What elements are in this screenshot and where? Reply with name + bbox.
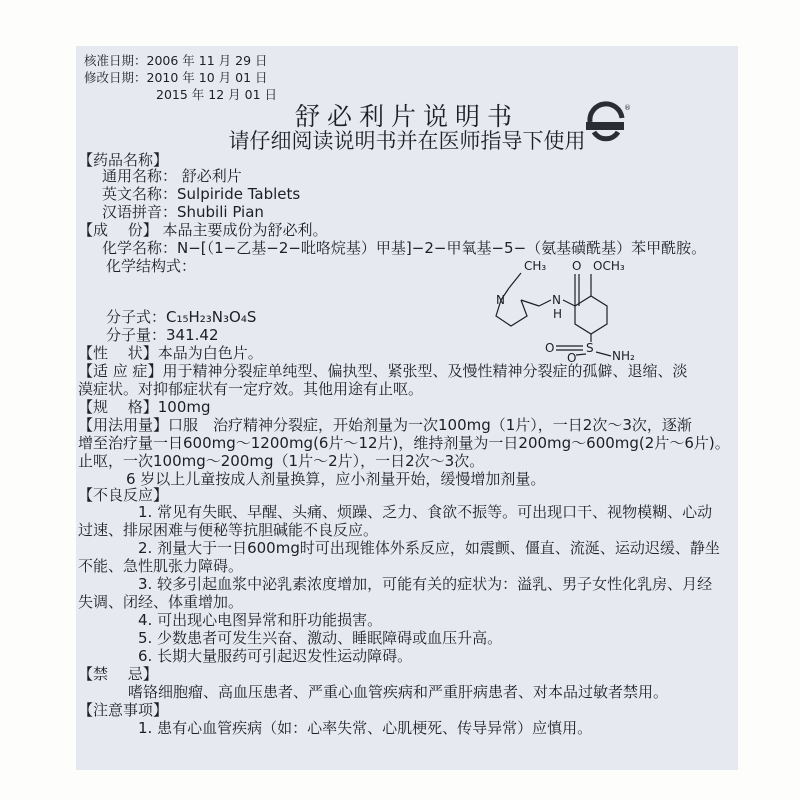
section-drug-name: 【药品名称】 bbox=[78, 151, 169, 169]
section-contraindications: 【禁 忌】 bbox=[78, 665, 158, 683]
generic-name: 通用名称： 舒必利片 bbox=[102, 167, 242, 185]
dosage-children: 6 岁以上儿童按成人剂量换算，应小剂量开始，缓慢增加剂量。 bbox=[126, 470, 546, 488]
contraindications-text: 嗜铬细胞瘤、高血压患者、严重心血管疾病和严重肝病患者、对本品过敏者禁用。 bbox=[128, 683, 669, 701]
brand-logo-icon bbox=[584, 102, 631, 146]
section-description: 【性 状】本品为白色片。 bbox=[78, 344, 263, 362]
chemical-structure bbox=[471, 256, 661, 366]
section-specification: 【规 格】100mg bbox=[78, 398, 211, 416]
nh-label: N bbox=[552, 293, 561, 307]
section-indications: 【适 应 症】用于精神分裂症单纯型、偏执型、紧张型、及慢性精神分裂症的孤僻、退缩、淡 bbox=[78, 362, 688, 380]
document-title: 舒必利片说明书 bbox=[294, 102, 519, 131]
adverse-1: 1. 常见有失眠、早醒、头痛、烦躁、乏力、食欲不振等。可出现口干、视物模糊、心动 bbox=[138, 503, 713, 521]
nh2-label: NH₂ bbox=[612, 349, 635, 363]
adverse-3-cont: 失调、闭经、体重增加。 bbox=[78, 593, 244, 611]
precaution-1: 1. 患有心血管疾病（如：心率失常、心肌梗死、传导异常）应慎用。 bbox=[138, 719, 593, 737]
revision-date-2: 2015 年 12 月 01 日 bbox=[156, 87, 277, 102]
molecular-formula: 分子式：C₁₅H₂₃N₃O₄S bbox=[106, 308, 257, 326]
adverse-2: 2. 剂量大于一日600mg时可出现锥体外系反应，如震颤、僵直、流涎、运动迟缓、静坐 bbox=[138, 539, 720, 557]
adverse-1-cont: 过速、排尿困难与便秘等抗胆碱能不良反应。 bbox=[78, 521, 379, 539]
s-label: S bbox=[586, 341, 594, 355]
chemical-name: 化学名称：N−[（1−乙基−2−吡咯烷基）甲基]−2−甲氧基−5−（氨基磺酰基）苯甲酰胺。 bbox=[102, 239, 707, 257]
adverse-3: 3. 较多引起血浆中泌乳素浓度增加，可能有关的症状为：溢乳、男子女性化乳房、月经 bbox=[138, 575, 713, 593]
drug-leaflet bbox=[76, 46, 738, 770]
dosage-cont: 增至治疗量一日600mg～1200mg(6片～12片)，维持剂量为一日200mg～600mg(2片～6片)。 bbox=[78, 434, 730, 452]
o3-label: O bbox=[567, 351, 577, 365]
adverse-4: 4. 可出现心电图异常和肝功能损害。 bbox=[138, 611, 383, 629]
molecular-weight: 分子量：341.42 bbox=[106, 326, 219, 344]
adverse-5: 5. 少数患者可发生兴奋、激动、睡眠障碍或血压升高。 bbox=[138, 629, 503, 647]
o2-label: O bbox=[545, 341, 555, 355]
carbonyl-o-label: O bbox=[572, 259, 582, 273]
section-adverse-reactions: 【不良反应】 bbox=[78, 486, 169, 504]
approval-date: 核准日期：2006 年 11 月 29 日 bbox=[84, 53, 268, 68]
revision-date: 修改日期：2010 年 10 月 01 日 bbox=[84, 70, 268, 85]
english-name: 英文名称：Sulpiride Tablets bbox=[102, 185, 301, 203]
section-dosage: 【用法用量】口服 治疗精神分裂症，开始剂量为一次100mg（1片），一日2次～3次，逐渐 bbox=[78, 416, 692, 434]
adverse-2-cont: 不能、急性肌张力障碍。 bbox=[78, 557, 244, 575]
pinyin-name: 汉语拼音：Shubili Pian bbox=[102, 203, 264, 221]
ch3-label: CH₃ bbox=[524, 259, 547, 273]
structure-label: 化学结构式： bbox=[106, 257, 197, 275]
adverse-6: 6. 长期大量服药可引起迟发性运动障碍。 bbox=[138, 647, 413, 665]
svg-text:®: ® bbox=[624, 104, 631, 112]
section-precautions: 【注意事项】 bbox=[78, 701, 169, 719]
och3-label: OCH₃ bbox=[593, 259, 625, 273]
dosage-cont-2: 止呕，一次100mg～200mg（1片～2片），一日2次～3次。 bbox=[78, 452, 485, 470]
indications-cont: 漠症状。对抑郁症状有一定疗效。其他用途有止呕。 bbox=[78, 380, 424, 398]
document-subtitle: 请仔细阅读说明书并在医师指导下使用 bbox=[228, 129, 586, 153]
h-label: H bbox=[553, 307, 563, 321]
n-label: N bbox=[496, 293, 505, 307]
section-ingredients: 【成 份】 本品主要成份为舒必利。 bbox=[78, 221, 328, 239]
